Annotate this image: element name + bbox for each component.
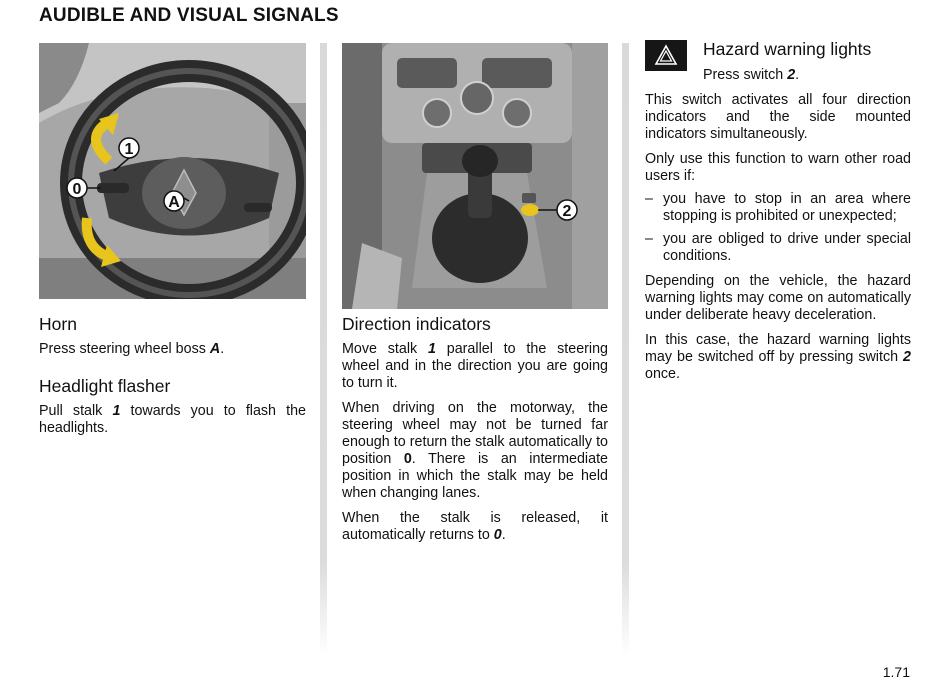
list-item: – you have to stop in an area where stopping is prohibited or unexpected; bbox=[645, 191, 911, 225]
figure-label-a: A bbox=[168, 194, 180, 211]
direction-indicators-heading: Direction indicators bbox=[342, 314, 491, 334]
console-illustration bbox=[342, 43, 608, 309]
list-item: – you are obliged to drive under special conditions. bbox=[645, 231, 911, 265]
hazard-paragraph-4: In this case, the hazard warning lights may be switched off by pressing switch 2 once. bbox=[645, 332, 911, 382]
column-separator bbox=[622, 43, 629, 655]
column-left bbox=[39, 314, 306, 445]
hazard-paragraph-3: Depending on the vehicle, the hazard warning lights may come on automatically under deliberate heavy deceleration. bbox=[645, 273, 911, 323]
column-right bbox=[645, 92, 911, 391]
hazard-conditions-list bbox=[645, 191, 911, 265]
figure-label-0: 0 bbox=[72, 181, 82, 198]
hazard-paragraph-1: This switch activates all four direction indicators and the side mounted indicators simultaneously. bbox=[645, 92, 911, 142]
column-separator bbox=[320, 43, 327, 655]
direction-indicators-paragraph-2: When driving on the motorway, the steering wheel may not be turned far enough to return the stalk automatically to position 0. There is an intermediate position in which the stalk may be held when changing lanes. bbox=[342, 400, 608, 501]
hazard-subtitle: Press switch 2. bbox=[703, 67, 800, 83]
hazard-paragraph-2: Only use this function to warn other road users if: bbox=[645, 151, 911, 184]
page-number: 1.71 bbox=[882, 664, 910, 680]
page-title: AUDIBLE AND VISUAL SIGNALS bbox=[39, 5, 339, 26]
hazard-triangle-icon bbox=[645, 40, 687, 71]
horn-heading: Horn bbox=[39, 314, 77, 334]
figure-label-2: 2 bbox=[562, 203, 572, 220]
direction-indicators-paragraph-3: When the stalk is released, it automatically returns to 0. bbox=[342, 510, 608, 543]
steering-wheel-illustration bbox=[39, 43, 306, 299]
headlight-flasher-text: Pull stalk 1 towards you to flash the headlights. bbox=[39, 403, 306, 436]
hazard-icon-box bbox=[645, 40, 687, 71]
horn-text: Press steering wheel boss A. bbox=[39, 341, 225, 357]
headlight-flasher-heading: Headlight flasher bbox=[39, 376, 171, 396]
figure-label-1: 1 bbox=[124, 141, 134, 158]
direction-indicators-paragraph-1: Move stalk 1 parallel to the steering wheel and in the direction you are going to turn it. bbox=[342, 341, 608, 391]
column-middle bbox=[342, 314, 608, 552]
hazard-warning-heading: Hazard warning lights bbox=[703, 39, 872, 59]
